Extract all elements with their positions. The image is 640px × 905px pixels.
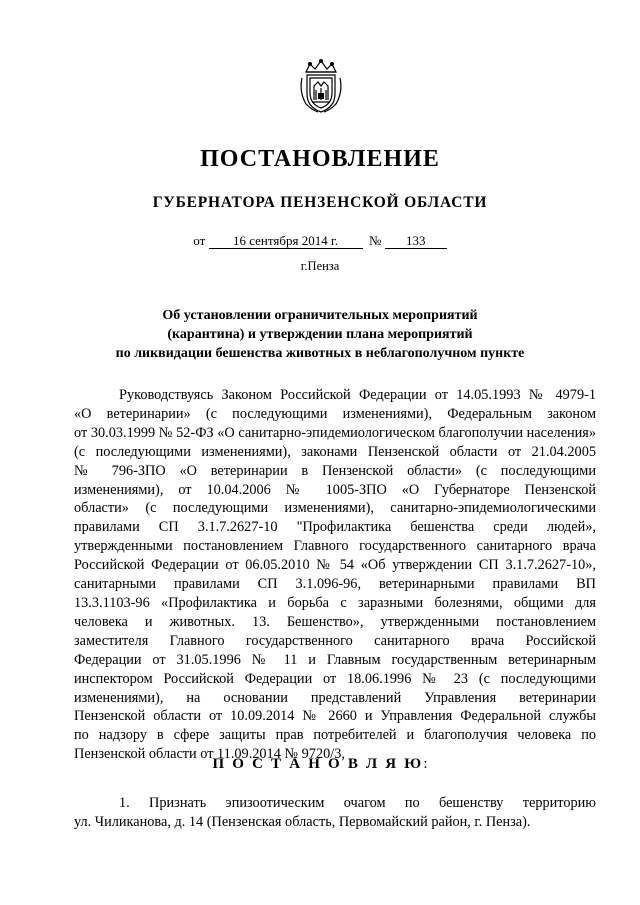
document-subtitle: ГУБЕРНАТОРА ПЕНЗЕНСКОЙ ОБЛАСТИ xyxy=(152,194,488,211)
text-line: инспектором Российской Федерации от 18.06.1996 № 23 (с последующими xyxy=(74,670,596,687)
text-line: Российской Федерации от 06.05.2010 № 54 «Об утверждении СП 3.1.7.2627-10», xyxy=(74,557,596,574)
decree-word-text: П О С Т А Н О В Л Я Ю xyxy=(212,756,424,772)
text-line: области» (с последующими изменениями), санитарно-эпидемиологическими xyxy=(74,500,596,517)
document-city: г.Пенза xyxy=(300,259,340,273)
heading-line: (карантина) и утверждении плана мероприятий xyxy=(167,327,473,342)
document-number: 133 xyxy=(385,234,447,249)
text-line: утвержденными постановлением Главного государственного санитарного врача xyxy=(74,538,596,555)
document-title: ПОСТАНОВЛЕНИЕ xyxy=(200,146,440,172)
text-line: Федерации от 31.05.1996 № 11 и Главным государственным ветеринарным xyxy=(74,651,596,668)
decree-colon: : xyxy=(423,756,428,772)
coat-of-arms-emblem xyxy=(298,58,344,114)
preamble-paragraph xyxy=(74,386,596,764)
text-line: Руководствуясь Законом Российской Федерации от 14.05.1993 № 4979-1 xyxy=(119,387,596,403)
text-line: «О ветеринарии» (с последующими изменениями), Федеральным законом xyxy=(74,405,596,422)
date-prefix: от xyxy=(193,233,206,248)
text-line: ул. Чиликанова, д. 14 (Пензенская область, Первомайский район, г. Пенза). xyxy=(74,813,531,830)
text-line: Пензенской области от 11.09.2014 № 9720/3, xyxy=(74,746,345,763)
document-heading xyxy=(60,306,580,363)
text-line: правилами СП 3.1.7.2627-10 "Профилактика бешенства среди людей», xyxy=(74,519,596,536)
text-line: изменениями), от 10.04.2006 № 1005-ЗПО «О Губернаторе Пензенской xyxy=(74,481,596,498)
decree-item-1 xyxy=(74,794,596,832)
date-number-line xyxy=(0,233,640,249)
heading-line: по ликвидации бешенства животных в неблагополучном пункте xyxy=(115,346,525,361)
text-line: Пензенской области от 10.09.2014 № 2660 и Управления Федеральной службы xyxy=(74,708,596,725)
text-line: изменениями), на основании представлений Управления ветеринарии xyxy=(74,689,596,706)
text-line: человека и животных. 13. Бешенство», утвержденными постановлением xyxy=(74,613,596,630)
decree-word xyxy=(0,756,640,773)
document-date: 16 сентября 2014 г. xyxy=(209,234,363,249)
number-prefix: № xyxy=(369,233,382,248)
text-line: санитарными правилами СП 3.1.096-96, ветеринарными правилами ВП xyxy=(74,576,596,593)
text-line: 1. Признать эпизоотическим очагом по бешенству территорию xyxy=(119,795,596,811)
text-line: по надзору в сфере защиты прав потребителей и благополучия человека по xyxy=(74,727,596,744)
text-line: от 30.03.1999 № 52-ФЗ «О санитарно-эпидемиологическом благополучии населения» xyxy=(74,424,596,441)
heading-line: Об установлении ограничительных мероприятий xyxy=(162,308,478,323)
text-line: заместителя Главного государственного санитарного врача Российской xyxy=(74,632,596,649)
text-line: 13.3.1103-96 «Профилактика и борьба с заразными болезнями, общими для xyxy=(74,594,596,611)
text-line: (с последующими изменениями), законами Пензенской области от 21.04.2005 xyxy=(74,443,596,460)
text-line: № 796-ЗПО «О ветеринарии в Пензенской области» (с последующими xyxy=(74,462,596,479)
